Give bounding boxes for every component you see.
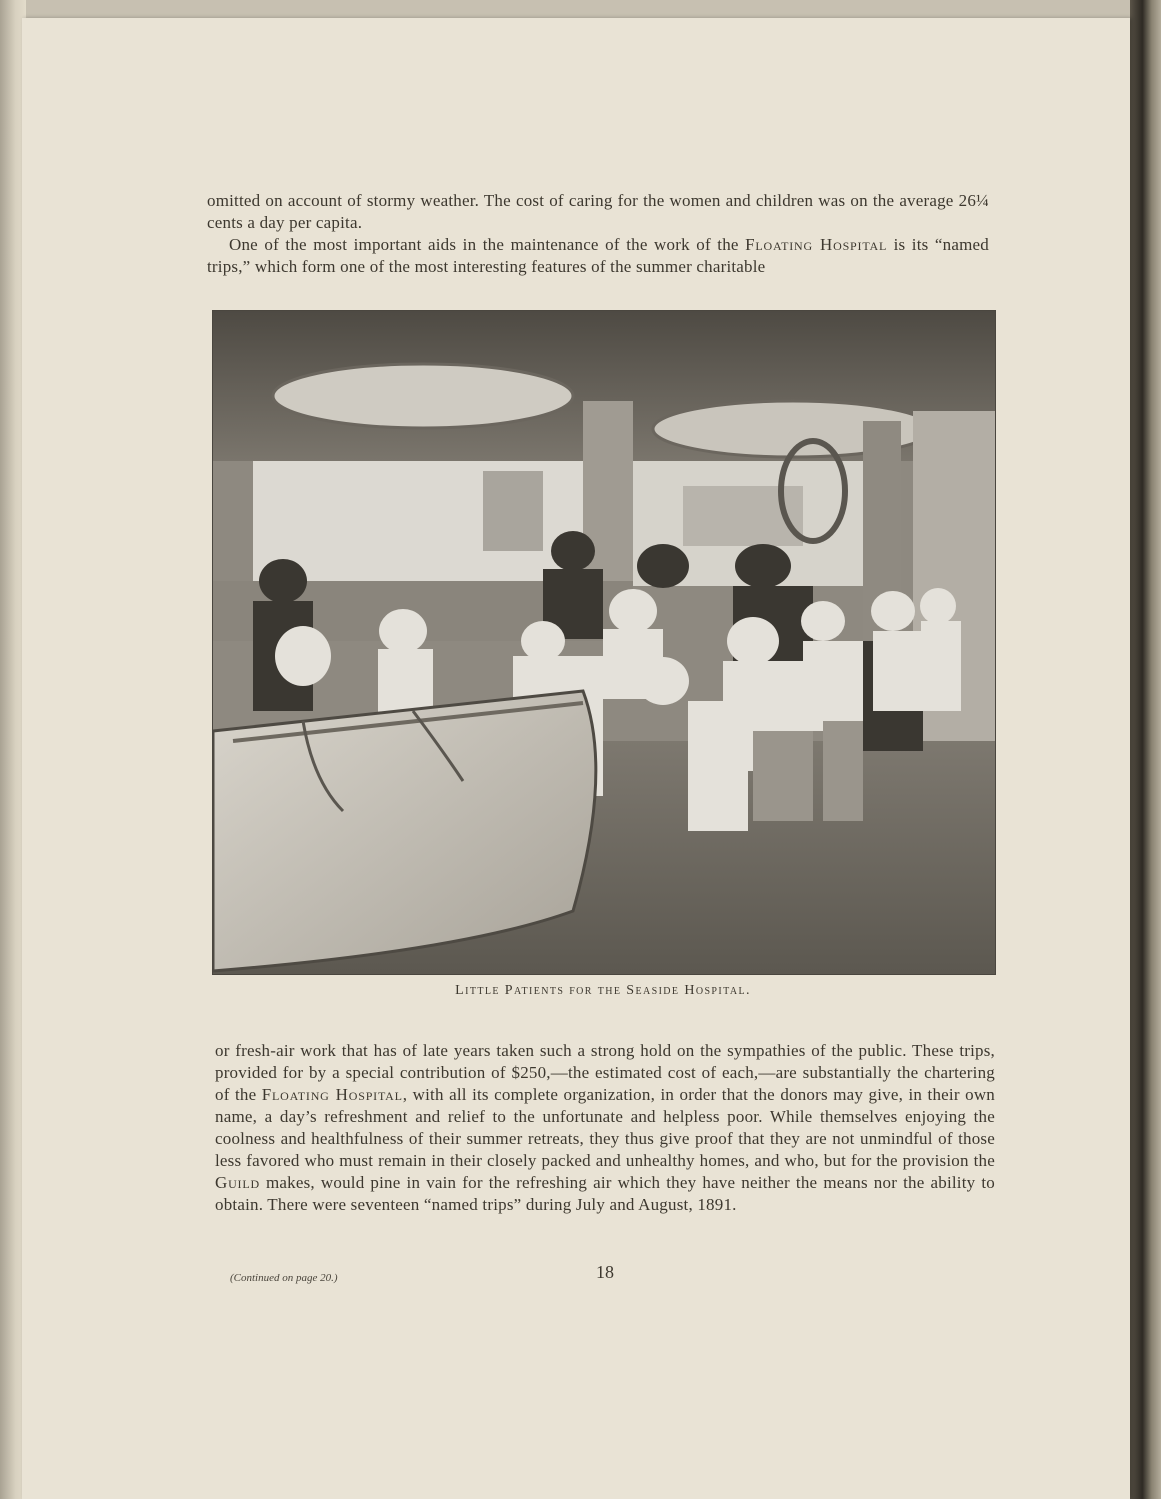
floating-hospital-name-2: Floating Hospital xyxy=(261,1085,403,1104)
photo-illustration xyxy=(213,311,995,974)
book-page xyxy=(22,18,1130,1499)
bottom-part-1: or fresh-air work that has of late years taken such a strong hold on the sympathies of the public. These trips, provided for by a special contribution of $250,—the estimated cost of each,—are substantially the chartering of the xyxy=(215,1041,995,1104)
top-paragraph-1-text: omitted on account of stormy weather. The cost of caring for the women and children was on the average 26¼ cents a day per capita. xyxy=(207,191,989,232)
bottom-part-3: makes, would pine in vain for the refreshing air which they have neither the means nor the ability to obtain. There were seventeen “named trips” during July and August, 1891. xyxy=(215,1173,995,1214)
top-paragraph-2 xyxy=(207,234,989,278)
photo-caption: Little Patients for the Seaside Hospital. xyxy=(455,983,751,998)
page-number: 18 xyxy=(596,1262,614,1282)
continued-note: (Continued on page 20.) xyxy=(230,1272,338,1284)
bottom-part-2: , with all its complete organization, in order that the donors may give, in their own name, a day’s refreshment and relief to the unfortunate and helpless poor. While themselves enjoying the coolness and healthfulness of their summer retreats, they thus give proof that they are not unmindful of those less favored who must remain in their closely packed and unhealthy homes, and who, but for the provision the xyxy=(215,1085,995,1170)
top-paragraph-2-before: One of the most important aids in the maintenance of the work of the xyxy=(229,235,746,254)
halftone-photograph xyxy=(212,310,996,975)
top-paragraph-1 xyxy=(207,190,989,234)
guild-name: Guild xyxy=(215,1173,260,1192)
top-text-block xyxy=(207,190,989,278)
book-spine-edge xyxy=(1130,0,1161,1499)
top-paragraph-2-after: is its “named trips,” which form one of the most interesting features of the summer charitable xyxy=(207,235,989,276)
floating-hospital-name: Floating Hospital xyxy=(745,235,888,254)
bottom-text-block xyxy=(215,1040,995,1216)
bottom-paragraph xyxy=(215,1040,995,1216)
